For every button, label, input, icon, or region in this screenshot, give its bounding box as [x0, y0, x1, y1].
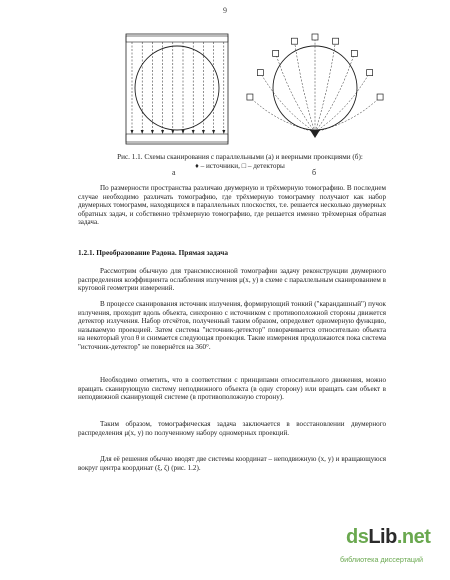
- watermark-subtitle: библиотека диссертаций: [340, 555, 424, 564]
- page-number: 9: [223, 6, 227, 15]
- detector-icon: [273, 50, 279, 56]
- ray-arrowhead: [222, 130, 225, 134]
- panel-b-source-icon: [310, 130, 320, 138]
- panel-a-parallel: [126, 34, 228, 144]
- paragraph-5: Таким образом, томографическая задача заключается в восстановлении двумерного распределения μ(x, y) по полученному набору одномерных проекций.: [78, 420, 386, 437]
- fan-ray: [315, 73, 370, 132]
- figure-label-b: б: [312, 168, 317, 177]
- caption-line-1: Рис. 1.1. Схемы сканирования с параллельными (а) и веерными проекциями (б):: [117, 153, 363, 161]
- ray-arrowhead: [171, 130, 174, 134]
- fan-ray: [260, 73, 315, 132]
- detector-icon: [247, 94, 253, 100]
- caption-line-2: ♦ – источники, □ – детекторы: [195, 162, 285, 170]
- detector-icon: [377, 94, 383, 100]
- section-heading: 1.2.1. Преобразование Радона. Прямая задача: [78, 248, 228, 257]
- paragraph-4: Необходимо отметить, что в соответствии с принципами относительного движения, можно вращать сканирующую систему неподвижного объекта (в одну сторону) или вращать сам объект в неподвижной сканирующей системе (в противоположную сторону).: [78, 376, 386, 401]
- ray-arrowhead: [151, 130, 154, 134]
- watermark-logo: dsLib.net: [346, 526, 431, 548]
- paragraph-6: Для её решения обычно вводят две системы координат – неподвижную (x, y) и вращающуюся вокруг центра координат (ξ, ζ) (рис. 1.2).: [78, 455, 386, 472]
- detector-icon: [291, 38, 297, 44]
- detector-icon: [333, 38, 339, 44]
- ray-arrowhead: [212, 130, 215, 134]
- panel-a-object-circle: [135, 46, 219, 130]
- detector-icon: [351, 50, 357, 56]
- ray-arrowhead: [202, 130, 205, 134]
- detector-icon: [367, 70, 373, 76]
- watermark: [340, 526, 445, 576]
- figure-label-a: а: [172, 168, 176, 177]
- paragraph-1: По размерности пространства различаю двумерную и трёхмерную томографию. В последнем случае необходимо различать томографию, где трёхмерную томограмму получают как набор двумерных томограмм, находящихся в параллельных плоскостях, т.е. решается несколько двумерных обратных задач, и собственно трёхмерную томографию, где решается именно трёхмерная обратная задача.: [78, 184, 386, 226]
- panel-a-source-bar: [126, 36, 228, 42]
- fan-ray: [276, 53, 315, 132]
- panel-a-detector-bar: [126, 134, 228, 142]
- paragraph-2: Рассмотрим обычную для трансмиссионной томографии задачу реконструкции двумерного распределения коэффициента ослабления излучения μ(x, y) в схеме с параллельным сканированием в круговой геометрии измерений.: [78, 267, 386, 292]
- ray-arrowhead: [182, 130, 185, 134]
- figure-caption: [90, 153, 390, 171]
- detector-icon: [257, 70, 263, 76]
- figure-scanning-schemes: [100, 26, 400, 177]
- ray-arrowhead: [141, 130, 144, 134]
- ray-arrowhead: [161, 130, 164, 134]
- paragraph-3: В процессе сканирования источник излучения, формирующий тонкий ("карандашный") пучок излучения, проходит вдоль объекта, синхронно с источником с противоположной стороны движется детектор излучения. Набор отсчётов, полученный таким образом, определяет одномерную функцию, называемую проекцией. Затем система "источник-детектор" поворачивается относительно объекта на некоторый угол θ и снимается следующая проекция. Такие измерения продолжаются пока система "источник-детектор" не повернётся на 360°.: [78, 300, 386, 351]
- figure-drawing: [100, 26, 400, 166]
- ray-arrowhead: [192, 130, 195, 134]
- fan-ray: [315, 53, 354, 132]
- ray-arrowhead: [131, 130, 134, 134]
- panel-a-frame: [126, 34, 228, 144]
- detector-icon: [312, 34, 318, 40]
- panel-b-fan: [247, 34, 383, 138]
